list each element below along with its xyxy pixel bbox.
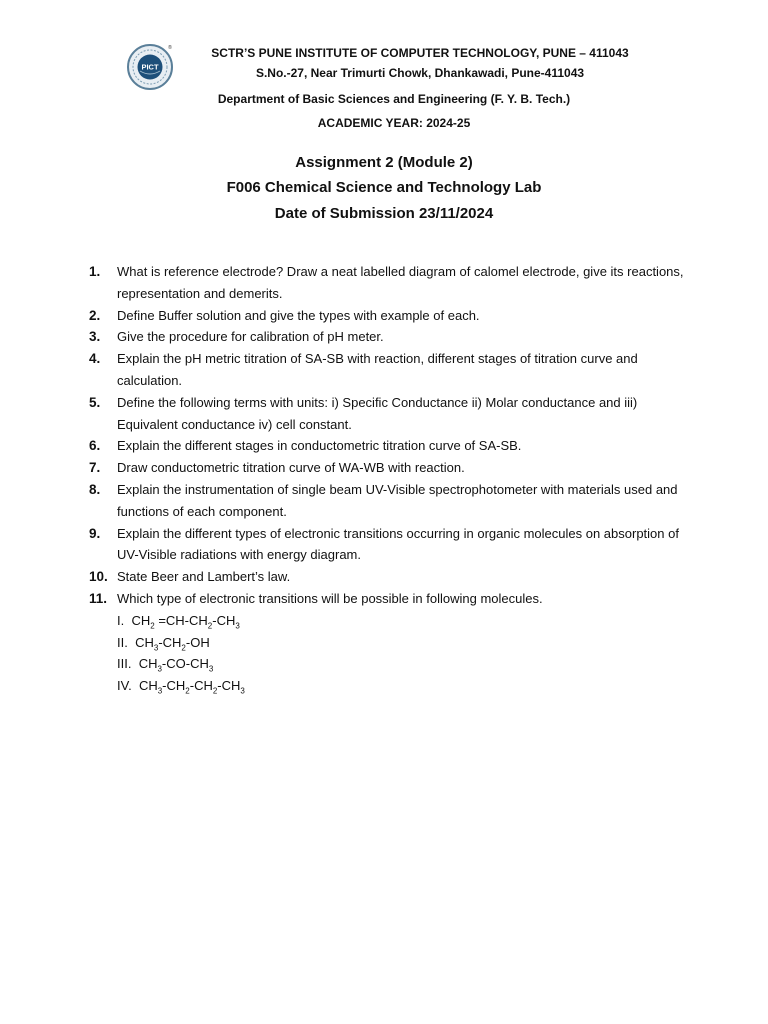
formula-subscript: 3 — [153, 643, 159, 653]
molecule-item — [117, 653, 689, 675]
question-number: 3. — [89, 329, 101, 345]
molecule-label: IV. — [117, 678, 132, 694]
molecule-list — [117, 610, 689, 697]
question-item — [89, 523, 689, 567]
question-number: 11. — [89, 590, 108, 606]
question-item — [89, 305, 689, 327]
question-item — [89, 261, 689, 305]
formula-subscript: 2 — [181, 643, 186, 653]
formula-subscript: 3 — [208, 664, 214, 674]
formula-part: -OH — [185, 634, 210, 650]
question-item — [89, 392, 689, 436]
formula-part: CH — [131, 612, 151, 628]
question-text: Explain the different stages in conductometric titration curve of SA-SB. — [117, 438, 522, 454]
institute-name: SCTR’S PUNE INSTITUTE OF COMPUTER TECHNOLOGY, PUNE – 411043 — [211, 46, 629, 60]
formula-subscript: 2 — [212, 686, 218, 696]
question-item — [89, 588, 689, 610]
institute-address: S.No.-27, Near Trimurti Chowk, Dhankawadi, Pune-411043 — [255, 66, 585, 80]
formula-part: -CH — [158, 634, 182, 650]
question-text: Which type of electronic transitions will be possible in following molecules. — [117, 590, 543, 606]
question-number: 5. — [89, 394, 101, 410]
question-text: What is reference electrode? Draw a neat labelled diagram of calomel electrode, give its reactions, representation and demerits. — [117, 264, 684, 301]
formula-part: -CH — [162, 678, 186, 694]
molecule-label: III. — [117, 656, 132, 672]
question-text: Explain the instrumentation of single beam UV-Visible spectrophotometer with materials used and functions of each component. — [117, 481, 678, 519]
formula-subscript: 2 — [150, 621, 155, 631]
formula-part: -CO-CH — [161, 656, 209, 672]
formula-subscript: 3 — [157, 664, 162, 674]
formula-subscript: 2 — [207, 621, 213, 631]
molecule-label: I. — [117, 612, 125, 628]
question-text: Explain the pH metric titration of SA-SB with reaction, different stages of titration curve and calculation. — [117, 351, 638, 388]
question-text: Draw conductometric titration curve of WA-WB with reaction. — [117, 460, 465, 476]
formula-subscript: 3 — [240, 686, 245, 696]
question-item — [89, 435, 689, 457]
assignment-title: Assignment 2 (Module 2) — [295, 154, 473, 171]
logo-text: PICT — [141, 62, 159, 72]
formula-subscript: 3 — [235, 621, 240, 631]
question-number: 2. — [89, 307, 101, 323]
molecule-label: II. — [117, 634, 128, 650]
question-text: Give the procedure for calibration of pH meter. — [117, 329, 384, 345]
registered-mark: ® — [168, 45, 172, 51]
question-number: 4. — [89, 351, 101, 367]
question-number: 6. — [89, 438, 101, 454]
question-text: State Beer and Lambert’s law. — [117, 569, 291, 585]
formula-subscript: 2 — [185, 686, 190, 696]
question-number: 9. — [89, 525, 101, 541]
question-number: 7. — [89, 460, 101, 476]
formula-part: CH — [135, 634, 154, 650]
formula-part: CH — [138, 678, 158, 694]
molecule-item — [117, 675, 689, 697]
molecule-item — [117, 610, 689, 632]
question-item — [89, 479, 689, 523]
formula-subscript: 3 — [157, 686, 163, 696]
formula-part: -CH — [212, 612, 236, 628]
question-item — [89, 348, 689, 392]
molecule-item — [117, 632, 689, 654]
formula-part: -CH — [217, 678, 241, 694]
question-item — [89, 457, 689, 479]
department-name: Department of Basic Sciences and Engineering (F. Y. B. Tech.) — [217, 92, 571, 106]
course-title: F006 Chemical Science and Technology Lab — [226, 179, 542, 196]
formula-part: -CH — [189, 678, 213, 694]
submission-date: Date of Submission 23/11/2024 — [274, 205, 494, 222]
question-text: Define the following terms with units: i) Specific Conductance ii) Molar conductance and iii) Equivalent conductance iv) cell constant. — [117, 394, 638, 432]
question-item — [89, 326, 689, 348]
question-number: 1. — [89, 264, 101, 279]
question-list — [89, 261, 689, 697]
formula-part: CH — [138, 656, 158, 672]
question-number: 8. — [89, 481, 101, 497]
question-item — [89, 566, 689, 588]
question-text: Define Buffer solution and give the types with example of each. — [117, 307, 480, 323]
academic-year: ACADEMIC YEAR: 2024-25 — [317, 116, 471, 130]
question-text: Explain the different types of electronic transitions occurring in organic molecules on absorption of UV-Visible radiations with energy diagram. — [117, 525, 679, 563]
formula-part: =CH-CH — [154, 612, 208, 628]
question-number: 10. — [89, 569, 108, 585]
